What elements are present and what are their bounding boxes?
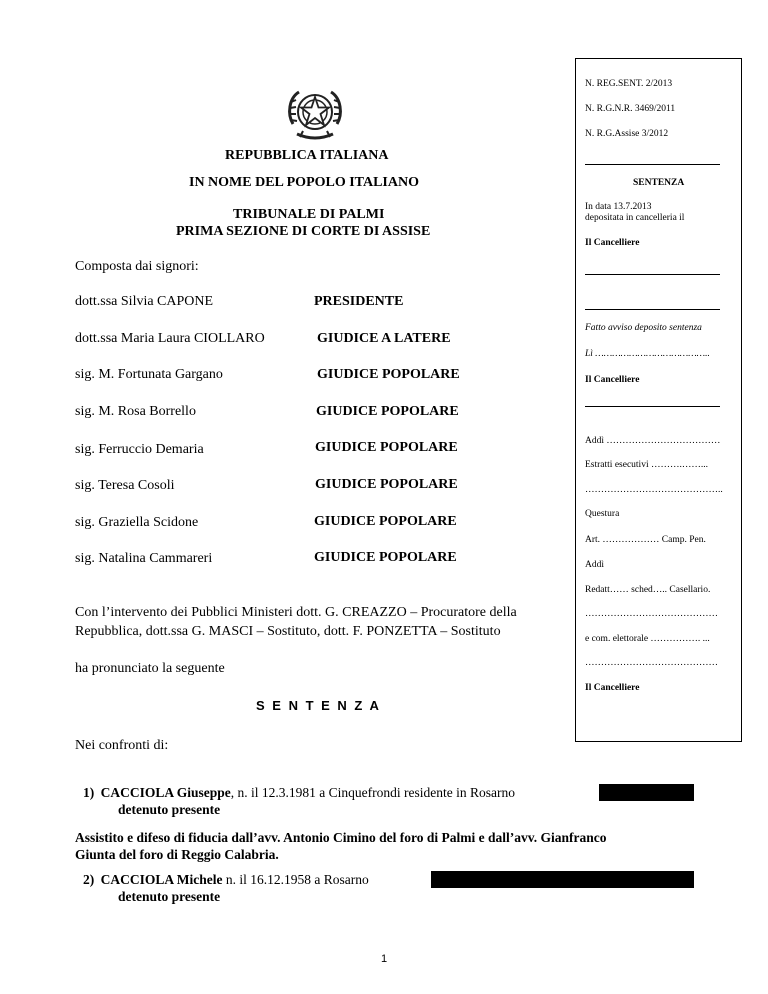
judge-name: dott.ssa Silvia CAPONE	[75, 294, 214, 309]
defendant-details: , n. il 12.3.1981 a Cinquefrondi residente in Rosarno	[230, 785, 515, 800]
confronti-label: Nei confronti di:	[75, 738, 169, 753]
header-repubblica: REPUBBLICA ITALIANA	[225, 148, 389, 163]
judge-role: GIUDICE POPOLARE	[317, 367, 460, 382]
judge-role: PRESIDENTE	[314, 294, 404, 309]
cancelliere-label: Il Cancelliere	[585, 683, 640, 693]
judge-name: sig. Graziella Scidone	[75, 515, 199, 530]
signature-line	[585, 309, 720, 310]
in-data: In data 13.7.2013	[585, 202, 652, 212]
cancelliere-label: Il Cancelliere	[585, 238, 640, 248]
judge-role: GIUDICE POPOLARE	[314, 550, 457, 565]
intervento-line: Con l’intervento dei Pubblici Ministeri dott. G. CREAZZO – Procuratore della	[75, 605, 517, 620]
sentenza-title: S E N T E N Z A	[256, 698, 381, 713]
judge-name: dott.ssa Maria Laura CIOLLARO	[75, 331, 265, 346]
redaction-box	[431, 871, 694, 888]
signature-line	[585, 274, 720, 275]
depositata: depositata in cancelleria il	[585, 213, 685, 223]
pronunciato-text: ha pronunciato la seguente	[75, 661, 225, 676]
li-dots	[585, 349, 710, 359]
defendant-number: 2)	[83, 872, 95, 887]
header-nome-popolo: IN NOME DEL POPOLO ITALIANO	[189, 175, 419, 190]
judge-role: GIUDICE A LATERE	[317, 331, 451, 346]
defendant-number: 1)	[83, 785, 95, 800]
intervento-line: Repubblica, dott.ssa G. MASCI – Sostituto, dott. F. PONZETTA – Sostituto	[75, 624, 501, 639]
signature-line	[585, 406, 720, 407]
composta-label: Composta dai signori:	[75, 259, 199, 274]
addi-dots: Addì ………………………………	[585, 436, 721, 446]
fatto-avviso: Fatto avviso deposito sentenza	[585, 323, 702, 333]
judge-name: sig. Natalina Cammareri	[75, 551, 213, 566]
defendant-entry	[83, 785, 515, 801]
redatt-sched: Redatt…… sched….. Casellario.	[585, 585, 711, 595]
defendant-status: detenuto presente	[118, 802, 221, 817]
sidebar-sentenza: SENTENZA	[633, 178, 685, 188]
questura: Questura	[585, 509, 620, 519]
italian-republic-emblem-icon	[283, 84, 347, 144]
judge-name: sig. M. Fortunata Gargano	[75, 367, 223, 382]
difesa-line: Giunta del foro di Reggio Calabria.	[75, 847, 279, 862]
dots-line: ……………………………………	[585, 609, 718, 619]
header-sezione: PRIMA SEZIONE DI CORTE DI ASSISE	[176, 224, 431, 239]
defendant-surname: CACCIOLA Michele	[100, 872, 223, 887]
judge-name: sig. M. Rosa Borrello	[75, 404, 196, 419]
li-text: Lì …………………………………..	[585, 349, 710, 359]
defendant-surname: CACCIOLA Giuseppe	[100, 785, 231, 800]
judge-role: GIUDICE POPOLARE	[314, 514, 457, 529]
dots-line: ……………………………………..	[585, 485, 723, 495]
redaction-box	[599, 784, 694, 801]
defendant-entry	[83, 872, 369, 888]
com-elettorale: e com. elettorale ……………. ...	[585, 634, 710, 644]
addi: Addì	[585, 560, 604, 570]
reg-sent: N. REG.SENT. 2/2013	[585, 79, 673, 89]
header-tribunale: TRIBUNALE DI PALMI	[233, 207, 385, 222]
judge-role: GIUDICE POPOLARE	[315, 440, 458, 455]
defendant-status: detenuto presente	[118, 889, 221, 904]
difesa-line: Assistito e difeso di fiducia dall’avv. Antonio Cimino del foro di Palmi e dall’avv. Gianfranco	[75, 830, 607, 845]
defendant-details: n. il 16.12.1958 a Rosarno	[222, 872, 369, 887]
divider	[585, 164, 720, 165]
art-camp-pen: Art. ……………… Camp. Pen.	[585, 535, 706, 545]
cancelliere-label: Il Cancelliere	[585, 375, 640, 385]
judge-role: GIUDICE POPOLARE	[315, 477, 458, 492]
judge-name: sig. Ferruccio Demaria	[75, 442, 204, 457]
judge-role: GIUDICE POPOLARE	[316, 404, 459, 419]
estratti: Estratti esecutivi ……….……...	[585, 460, 708, 470]
judge-name: sig. Teresa Cosoli	[75, 478, 175, 493]
page-number: 1	[381, 953, 388, 965]
rg-assise: N. R.G.Assise 3/2012	[585, 129, 669, 139]
dots-line: ……………………………………	[585, 658, 718, 668]
rgnr: N. R.G.N.R. 3469/2011	[585, 104, 676, 114]
